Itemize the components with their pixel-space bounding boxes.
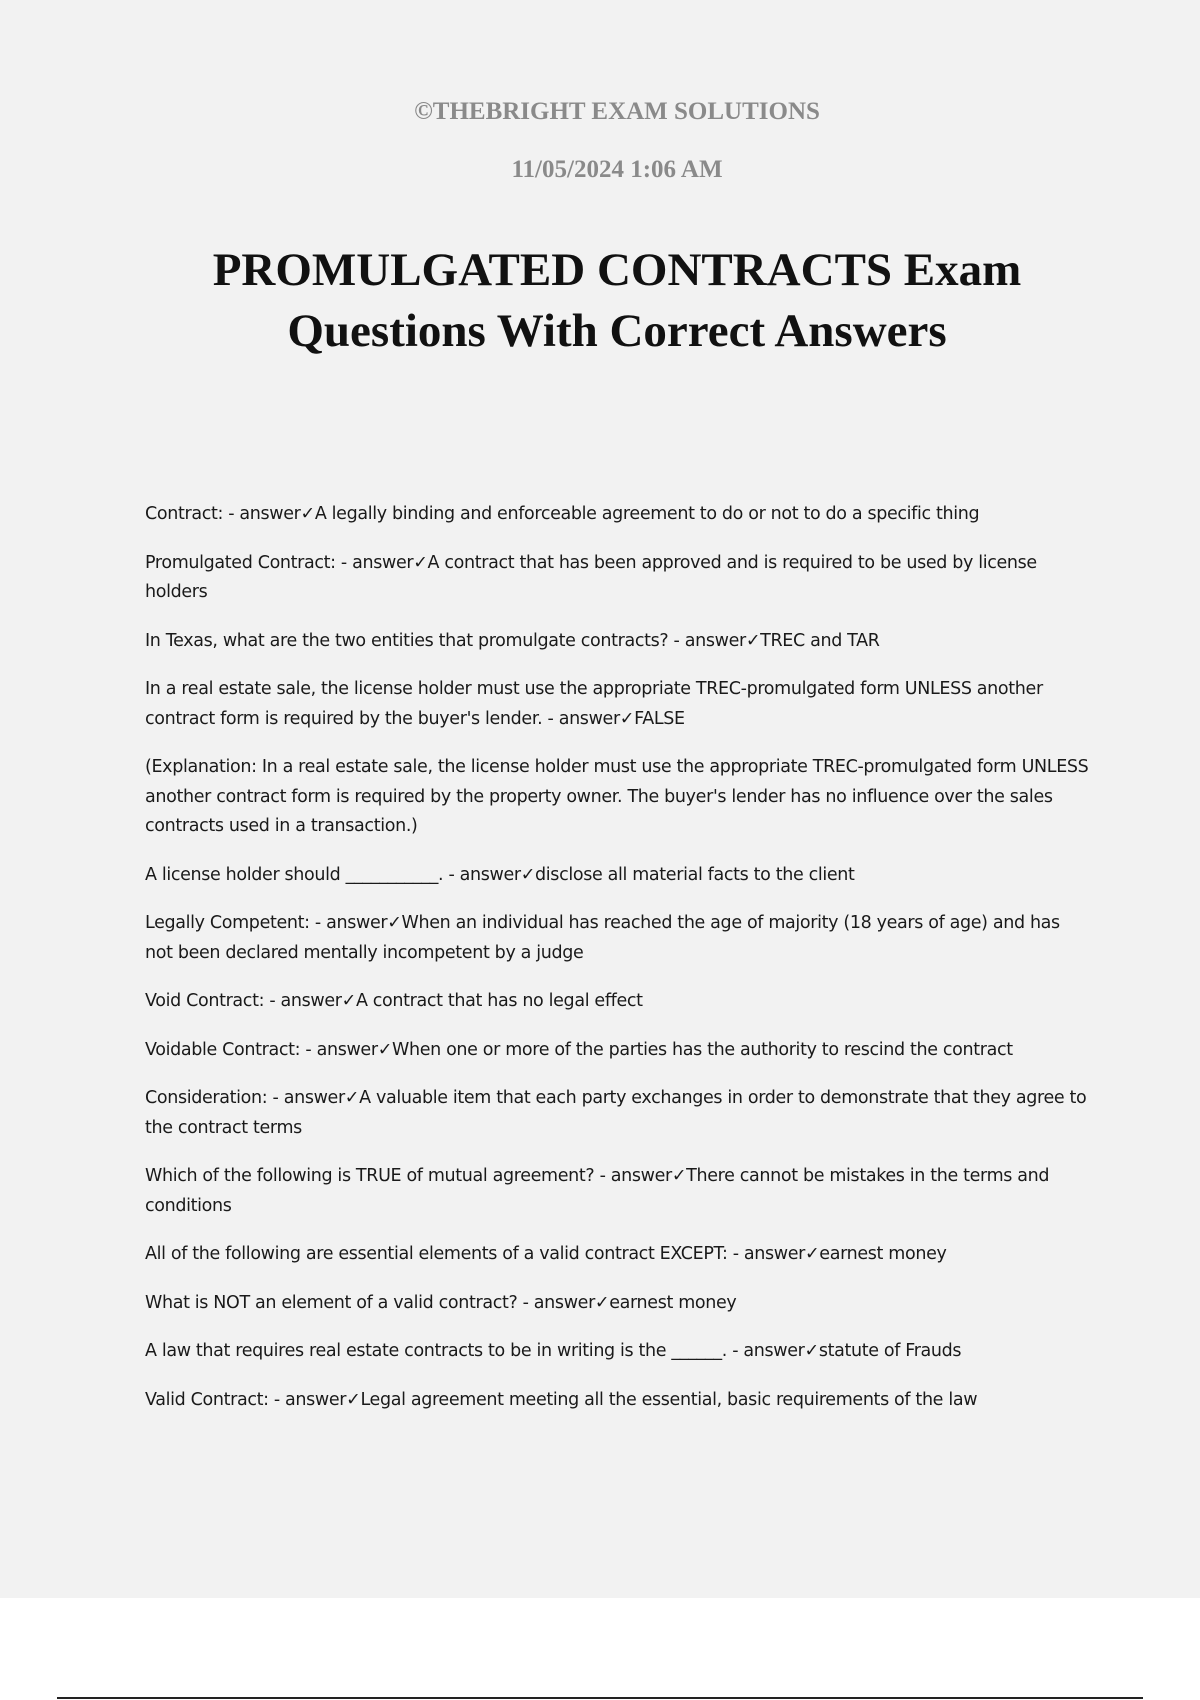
- header-organization: ©THEBRIGHT EXAM SOLUTIONS: [414, 98, 820, 125]
- qa-item-texas-entities: In Texas, what are the two entities that promulgate contracts? - answer✓TREC and TAR: [145, 630, 880, 651]
- qa-list: [145, 500, 1090, 1434]
- header-date: 11/05/2024 1:06 AM: [511, 156, 723, 183]
- qa-item-statute-of-frauds: A law that requires real estate contracts to be in writing is the ______. - answer✓statute of Frauds: [145, 1341, 962, 1361]
- qa-item-promulgated-contract: Promulgated Contract: - answer✓A contract that has been approved and is required to be used by license holders: [145, 552, 1037, 602]
- title-line-2: Questions With Correct Answers: [287, 305, 947, 357]
- qa-item-voidable-contract: Voidable Contract: - answer✓When one or more of the parties has the authority to rescind the contract: [145, 1039, 1013, 1060]
- qa-item-explanation: (Explanation: In a real estate sale, the license holder must use the appropriate TREC-promulgated form UNLESS another contract form is required by the property owner. The buyer's lender has no influence over the sales contracts used in a transaction.): [145, 757, 1089, 836]
- qa-item-contract: Contract: - answer✓A legally binding and enforceable agreement to do or not to do a specific thing: [145, 504, 980, 524]
- title-line-1: PROMULGATED CONTRACTS Exam: [212, 244, 1022, 296]
- qa-item-not-element: What is NOT an element of a valid contract? - answer✓earnest money: [145, 1292, 737, 1313]
- footer-rule: [57, 1697, 1143, 1699]
- qa-item-mutual-agreement: Which of the following is TRUE of mutual agreement? - answer✓There cannot be mistakes in the terms and conditions: [145, 1166, 1050, 1216]
- qa-item-legally-competent: Legally Competent: - answer✓When an individual has reached the age of majority (18 years of age) and has not been declared mentally incompetent by a judge: [145, 913, 1060, 963]
- qa-item-trec-form: In a real estate sale, the license holder must use the appropriate TREC-promulgated form UNLESS another contract form is required by the buyer's lender. - answer✓FALSE: [145, 679, 1043, 729]
- qa-item-void-contract: Void Contract: - answer✓A contract that has no legal effect: [145, 991, 643, 1011]
- qa-item-license-holder: A license holder should ___________. - answer✓disclose all material facts to the client: [145, 864, 855, 885]
- qa-item-valid-contract: Valid Contract: - answer✓Legal agreement meeting all the essential, basic requirements of the law: [145, 1389, 978, 1410]
- document-title: [0, 240, 1200, 362]
- qa-item-consideration: Consideration: - answer✓A valuable item that each party exchanges in order to demonstrate that they agree to the contract terms: [145, 1088, 1087, 1138]
- qa-item-essential-elements: All of the following are essential elements of a valid contract EXCEPT: - answer✓earnest money: [145, 1244, 947, 1264]
